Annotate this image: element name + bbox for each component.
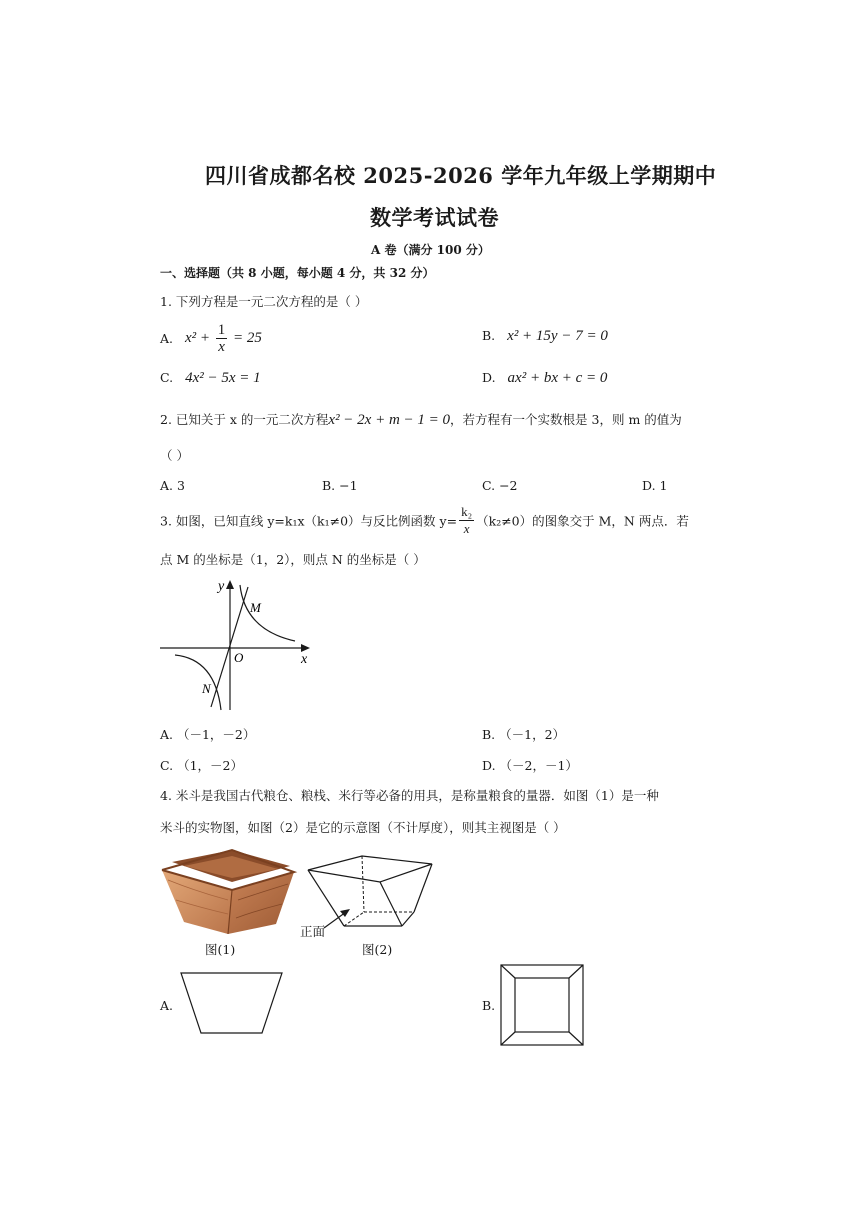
q1-option-b xyxy=(482,328,608,345)
hyperbola-branch-q1 xyxy=(240,585,295,641)
q3-stem-post: （k₂≠0）的图象交于 M，N 两点．若 xyxy=(476,513,689,529)
q2-option-c: C. −2 xyxy=(482,478,518,493)
question-3-stem-line1 xyxy=(160,504,689,537)
q1-a-pre: x² + xyxy=(185,329,214,346)
exam-title-line1: 四川省成都名校 2025-2026 学年九年级上学期期中 xyxy=(205,163,717,188)
q1-option-d xyxy=(482,370,607,387)
q3-k-den: x xyxy=(463,521,470,536)
q4-option-b-nested-squares xyxy=(498,962,586,1048)
y-axis-arrow xyxy=(226,580,234,589)
q1-option-b-expr: x² + 15y − 7 = 0 xyxy=(507,328,608,344)
q1-option-c-expr: 4x² − 5x = 1 xyxy=(185,370,261,386)
q3-stem-pre: 3. 如图，已知直线 y=k₁x（k₁≠0）与反比例函数 y= xyxy=(160,513,458,529)
q2-stem-pre: 2. 已知关于 x 的一元二次方程 xyxy=(160,412,329,427)
q3-option-c: C. （1，－2） xyxy=(160,758,243,773)
q1-option-d-label: D. xyxy=(482,370,496,385)
q3-k-num: k₂ xyxy=(461,504,473,519)
question-2-stem xyxy=(160,410,682,429)
q1-a-num: 1 xyxy=(217,322,226,338)
question-4-stem-line1: 4. 米斗是我国古代粮仓、粮栈、米行等必备的用具，是称量粮食的量器．如图（1）是一种 xyxy=(160,788,659,803)
q1-option-b-label: B. xyxy=(482,328,496,343)
question-1-stem: 1. 下列方程是一元二次方程的是（ ） xyxy=(160,294,368,309)
q1-option-a-label: A. xyxy=(160,331,174,346)
q1-a-post: = 25 xyxy=(229,329,262,346)
front-direction-arrow xyxy=(324,912,346,928)
q4-option-a-label: A. xyxy=(160,998,174,1013)
q3-option-d: D. （－2，－1） xyxy=(482,758,578,773)
q1-a-den: x xyxy=(218,339,225,355)
q1-option-c xyxy=(160,370,261,387)
q2-stem-post: ，若方程有一个实数根是 3，则 m 的值为 xyxy=(450,412,682,427)
graph-m-label: M xyxy=(250,600,261,615)
q4-option-a-trapezoid xyxy=(178,970,286,1036)
q2-option-b: B. −1 xyxy=(322,478,358,493)
q4-option-b-label: B. xyxy=(482,998,496,1013)
figure-1-rice-measure-photo xyxy=(158,848,298,936)
exam-title-line2: 数学考试试卷 xyxy=(370,205,499,230)
q3-k-fraction xyxy=(459,504,474,537)
figure-1-caption: 图(1) xyxy=(205,942,236,957)
graph-y-label: y xyxy=(218,579,225,594)
x-axis-arrow xyxy=(301,644,310,652)
question-3-stem-line2: 点 M 的坐标是（1，2），则点 N 的坐标是（ ） xyxy=(160,552,426,567)
graph-origin-label: O xyxy=(234,650,244,665)
graph-x-label: x xyxy=(301,652,308,667)
q3-graph xyxy=(155,575,315,715)
front-view-label: 正面 xyxy=(300,924,326,939)
section-heading: 一、选择题（共 8 小题，每小题 4 分，共 32 分） xyxy=(160,266,435,280)
q2-option-d: D. 1 xyxy=(642,478,668,493)
graph-n-label: N xyxy=(202,681,211,696)
q2-option-a: A. 3 xyxy=(160,478,185,493)
question-4-stem-line2: 米斗的实物图，如图（2）是它的示意图（不计厚度），则其主视图是（ ） xyxy=(160,820,566,835)
q1-option-d-expr: ax² + bx + c = 0 xyxy=(507,370,608,386)
volume-label: A 卷（满分 100 分） xyxy=(371,243,490,257)
hyperbola-branch-q3 xyxy=(175,655,221,710)
q2-equation: x² − 2x + m − 1 = 0 xyxy=(328,412,451,428)
q3-option-b: B. （－1，2） xyxy=(482,727,566,742)
q3-option-a: A. （－1，－2） xyxy=(160,727,256,742)
figure-2-caption: 图(2) xyxy=(362,942,393,957)
q1-option-a xyxy=(160,322,262,355)
q2-answer-paren: （ ） xyxy=(160,448,189,463)
q1-a-fraction xyxy=(216,322,228,355)
q1-option-c-label: C. xyxy=(160,370,174,385)
